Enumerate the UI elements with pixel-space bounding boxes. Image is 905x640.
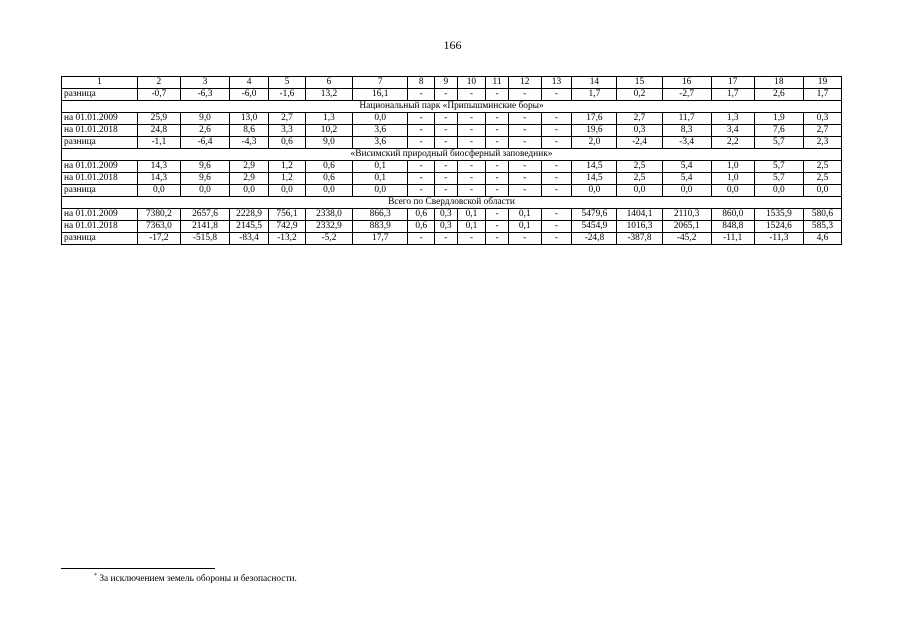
page-number: 166 bbox=[443, 38, 462, 52]
table-cell: 2,9 bbox=[230, 161, 269, 173]
table-cell: 9,0 bbox=[180, 113, 229, 125]
table-cell: - bbox=[435, 161, 458, 173]
table-cell: 0,0 bbox=[269, 185, 306, 197]
table-cell: -1,1 bbox=[137, 137, 180, 149]
table-header-row bbox=[62, 77, 842, 89]
table-cell: 0,0 bbox=[572, 185, 617, 197]
table-cell: 9,6 bbox=[180, 161, 229, 173]
table-cell: -6,4 bbox=[180, 137, 229, 149]
table-cell: - bbox=[486, 209, 509, 221]
table-cell: -17,2 bbox=[137, 233, 180, 245]
table-cell: 0,0 bbox=[803, 185, 841, 197]
table-cell: -5,2 bbox=[305, 233, 352, 245]
table-cell: 13,2 bbox=[305, 89, 352, 101]
table-cell: 1535,9 bbox=[754, 209, 803, 221]
table-row bbox=[62, 89, 842, 101]
table-cell: - bbox=[508, 113, 541, 125]
table-cell: - bbox=[408, 137, 435, 149]
table-cell: - bbox=[457, 173, 486, 185]
table-cell: - bbox=[435, 173, 458, 185]
table-cell: - bbox=[435, 233, 458, 245]
table-cell: - bbox=[486, 125, 509, 137]
table-cell: 2657,6 bbox=[180, 209, 229, 221]
section-row bbox=[62, 149, 842, 161]
table-cell: 0,0 bbox=[305, 185, 352, 197]
table-cell: 14,5 bbox=[572, 161, 617, 173]
table-cell: 0,3 bbox=[435, 209, 458, 221]
table-cell: - bbox=[486, 185, 509, 197]
column-header: 17 bbox=[711, 77, 754, 89]
table-cell: 1016,3 bbox=[617, 221, 662, 233]
column-header: 11 bbox=[486, 77, 509, 89]
column-header: 19 bbox=[803, 77, 841, 89]
table-cell: - bbox=[541, 221, 572, 233]
column-header: 10 bbox=[457, 77, 486, 89]
table-cell: 1,0 bbox=[711, 173, 754, 185]
table-cell: 2,7 bbox=[617, 113, 662, 125]
table-cell: - bbox=[508, 125, 541, 137]
table-cell: 0,0 bbox=[711, 185, 754, 197]
table-row bbox=[62, 161, 842, 173]
table-cell: 2,7 bbox=[269, 113, 306, 125]
table-cell: - bbox=[435, 113, 458, 125]
column-header: 13 bbox=[541, 77, 572, 89]
table-cell: -24,8 bbox=[572, 233, 617, 245]
table-cell: 3,4 bbox=[711, 125, 754, 137]
table-cell: -11,1 bbox=[711, 233, 754, 245]
table-cell: 1,2 bbox=[269, 173, 306, 185]
table-cell: -11,3 bbox=[754, 233, 803, 245]
section-row bbox=[62, 101, 842, 113]
table-cell: 2,9 bbox=[230, 173, 269, 185]
table-cell: -0,7 bbox=[137, 89, 180, 101]
table-cell: 0,2 bbox=[617, 89, 662, 101]
table-row bbox=[62, 113, 842, 125]
table-cell: 10,2 bbox=[305, 125, 352, 137]
table-cell: 5,4 bbox=[662, 161, 711, 173]
table-cell: 1,3 bbox=[305, 113, 352, 125]
table-cell: 2,5 bbox=[617, 173, 662, 185]
table-cell: 866,3 bbox=[353, 209, 408, 221]
table-cell: 19,6 bbox=[572, 125, 617, 137]
table-cell: - bbox=[486, 113, 509, 125]
table-cell: -4,3 bbox=[230, 137, 269, 149]
table-cell: 0,0 bbox=[230, 185, 269, 197]
table-cell: 0,0 bbox=[754, 185, 803, 197]
table-cell: - bbox=[457, 137, 486, 149]
table-cell: 2,3 bbox=[803, 137, 841, 149]
table-cell: - bbox=[486, 137, 509, 149]
table-cell: - bbox=[408, 161, 435, 173]
column-header: 12 bbox=[508, 77, 541, 89]
table-cell: - bbox=[435, 137, 458, 149]
table-cell: 7380,2 bbox=[137, 209, 180, 221]
table-cell: 580,6 bbox=[803, 209, 841, 221]
table-cell: 0,0 bbox=[662, 185, 711, 197]
table-cell: 5,7 bbox=[754, 137, 803, 149]
table-cell: 0,1 bbox=[508, 221, 541, 233]
table-cell: - bbox=[435, 89, 458, 101]
table-row bbox=[62, 209, 842, 221]
footnote-marker: * bbox=[94, 573, 97, 579]
table-cell: 0,6 bbox=[305, 173, 352, 185]
table-cell: 7,6 bbox=[754, 125, 803, 137]
table-cell: 17,6 bbox=[572, 113, 617, 125]
table-cell: 2228,9 bbox=[230, 209, 269, 221]
table-cell: - bbox=[541, 113, 572, 125]
table-cell: - bbox=[541, 185, 572, 197]
table-cell: 2,5 bbox=[803, 161, 841, 173]
table-cell: 0,1 bbox=[457, 221, 486, 233]
table-cell: 13,0 bbox=[230, 113, 269, 125]
row-label: разница bbox=[62, 137, 138, 149]
table-cell: 2,5 bbox=[803, 173, 841, 185]
table-cell: 0,0 bbox=[180, 185, 229, 197]
table-cell: - bbox=[508, 89, 541, 101]
table-cell: 2,6 bbox=[754, 89, 803, 101]
table-cell: 8,6 bbox=[230, 125, 269, 137]
table-cell: - bbox=[457, 113, 486, 125]
table-cell: 1,7 bbox=[572, 89, 617, 101]
table-cell: 0,0 bbox=[137, 185, 180, 197]
row-label: на 01.01.2018 bbox=[62, 173, 138, 185]
table-cell: - bbox=[541, 161, 572, 173]
table-cell: - bbox=[508, 137, 541, 149]
column-header: 18 bbox=[754, 77, 803, 89]
table-cell: 25,9 bbox=[137, 113, 180, 125]
section-title: «Висимский природный биосферный заповедник» bbox=[62, 149, 842, 161]
table-cell: 0,3 bbox=[617, 125, 662, 137]
table-cell: 0,0 bbox=[353, 113, 408, 125]
table-cell: 5,4 bbox=[662, 173, 711, 185]
table-cell: - bbox=[486, 233, 509, 245]
table-cell: - bbox=[408, 173, 435, 185]
row-label: разница bbox=[62, 233, 138, 245]
column-header: 6 bbox=[305, 77, 352, 89]
table-cell: - bbox=[408, 89, 435, 101]
table-cell: - bbox=[457, 233, 486, 245]
table-cell: 848,8 bbox=[711, 221, 754, 233]
table-cell: 742,9 bbox=[269, 221, 306, 233]
table-cell: - bbox=[486, 221, 509, 233]
table-cell: 3,3 bbox=[269, 125, 306, 137]
table-cell: -13,2 bbox=[269, 233, 306, 245]
table-row bbox=[62, 233, 842, 245]
table-cell: - bbox=[508, 173, 541, 185]
table-cell: -83,4 bbox=[230, 233, 269, 245]
table-cell: 24,8 bbox=[137, 125, 180, 137]
table-cell: - bbox=[486, 161, 509, 173]
table-cell: 16,1 bbox=[353, 89, 408, 101]
table-cell: - bbox=[457, 89, 486, 101]
table-cell: 9,0 bbox=[305, 137, 352, 149]
table-cell: 8,3 bbox=[662, 125, 711, 137]
column-header: 14 bbox=[572, 77, 617, 89]
table-cell: 2065,1 bbox=[662, 221, 711, 233]
table-cell: 0,0 bbox=[617, 185, 662, 197]
table-cell: 0,1 bbox=[353, 161, 408, 173]
table-cell: 2,2 bbox=[711, 137, 754, 149]
table-cell: 5,7 bbox=[754, 161, 803, 173]
table-cell: 2,5 bbox=[617, 161, 662, 173]
table-cell: 11,7 bbox=[662, 113, 711, 125]
table-cell: 3,6 bbox=[353, 125, 408, 137]
table-cell: - bbox=[508, 161, 541, 173]
table-body bbox=[62, 89, 842, 245]
table-cell: 1,7 bbox=[711, 89, 754, 101]
table-cell: 2338,0 bbox=[305, 209, 352, 221]
table-cell: 756,1 bbox=[269, 209, 306, 221]
table-row bbox=[62, 125, 842, 137]
table-cell: 14,3 bbox=[137, 173, 180, 185]
column-header: 8 bbox=[408, 77, 435, 89]
column-header: 16 bbox=[662, 77, 711, 89]
table-cell: - bbox=[486, 173, 509, 185]
table-cell: 0,1 bbox=[353, 173, 408, 185]
table-cell: - bbox=[408, 185, 435, 197]
row-label: разница bbox=[62, 185, 138, 197]
table-cell: - bbox=[457, 125, 486, 137]
table-cell: 0,3 bbox=[803, 113, 841, 125]
table-cell: 1524,6 bbox=[754, 221, 803, 233]
table-cell: 1,2 bbox=[269, 161, 306, 173]
table-cell: 1,3 bbox=[711, 113, 754, 125]
table-cell: -3,4 bbox=[662, 137, 711, 149]
table-cell: -6,0 bbox=[230, 89, 269, 101]
land-fund-table bbox=[61, 76, 842, 245]
table-cell: 0,6 bbox=[408, 209, 435, 221]
table-row bbox=[62, 221, 842, 233]
table-cell: -45,2 bbox=[662, 233, 711, 245]
column-header: 9 bbox=[435, 77, 458, 89]
table-cell: - bbox=[408, 113, 435, 125]
footnote bbox=[94, 573, 297, 584]
table-cell: 2145,5 bbox=[230, 221, 269, 233]
table-cell: - bbox=[508, 185, 541, 197]
table-cell: 0,1 bbox=[508, 209, 541, 221]
table-cell: -2,7 bbox=[662, 89, 711, 101]
table-cell: - bbox=[541, 137, 572, 149]
column-header: 15 bbox=[617, 77, 662, 89]
table-cell: - bbox=[508, 233, 541, 245]
table-cell: 2141,8 bbox=[180, 221, 229, 233]
table-cell: 860,0 bbox=[711, 209, 754, 221]
table-cell: - bbox=[541, 233, 572, 245]
table-cell: 17,7 bbox=[353, 233, 408, 245]
table-cell: -6,3 bbox=[180, 89, 229, 101]
table-row bbox=[62, 137, 842, 149]
table-cell: 0,3 bbox=[435, 221, 458, 233]
table-cell: - bbox=[408, 125, 435, 137]
column-header: 5 bbox=[269, 77, 306, 89]
table-cell: 14,3 bbox=[137, 161, 180, 173]
table-cell: 2,7 bbox=[803, 125, 841, 137]
table-cell: 0,6 bbox=[408, 221, 435, 233]
section-row bbox=[62, 197, 842, 209]
table-cell: 14,5 bbox=[572, 173, 617, 185]
table-cell: - bbox=[486, 89, 509, 101]
table-cell: 2110,3 bbox=[662, 209, 711, 221]
table-cell: 1404,1 bbox=[617, 209, 662, 221]
table-row bbox=[62, 185, 842, 197]
column-header: 4 bbox=[230, 77, 269, 89]
table-cell: 2,6 bbox=[180, 125, 229, 137]
footnote-divider bbox=[61, 568, 215, 569]
table-cell: - bbox=[435, 185, 458, 197]
column-header: 1 bbox=[62, 77, 138, 89]
column-header: 2 bbox=[137, 77, 180, 89]
table-cell: 7363,0 bbox=[137, 221, 180, 233]
table-cell: - bbox=[541, 173, 572, 185]
table-cell: -515,8 bbox=[180, 233, 229, 245]
section-title: Всего по Свердловской области bbox=[62, 197, 842, 209]
table-cell: 5454,9 bbox=[572, 221, 617, 233]
table-cell: - bbox=[541, 125, 572, 137]
table-cell: 0,1 bbox=[457, 209, 486, 221]
table-cell: - bbox=[541, 209, 572, 221]
table-cell: -387,8 bbox=[617, 233, 662, 245]
table-cell: - bbox=[457, 161, 486, 173]
table-cell: 4,6 bbox=[803, 233, 841, 245]
table-row bbox=[62, 173, 842, 185]
row-label: на 01.01.2018 bbox=[62, 221, 138, 233]
table-cell: - bbox=[541, 89, 572, 101]
row-label: на 01.01.2009 bbox=[62, 161, 138, 173]
row-label: на 01.01.2009 bbox=[62, 113, 138, 125]
table-cell: 1,7 bbox=[803, 89, 841, 101]
table-cell: 1,9 bbox=[754, 113, 803, 125]
table-cell: 0,0 bbox=[353, 185, 408, 197]
column-header: 3 bbox=[180, 77, 229, 89]
table-cell: - bbox=[408, 233, 435, 245]
table-cell: -1,6 bbox=[269, 89, 306, 101]
table-cell: 883,9 bbox=[353, 221, 408, 233]
table-cell: 0,6 bbox=[269, 137, 306, 149]
table-cell: 5,7 bbox=[754, 173, 803, 185]
footnote-text: За исключением земель обороны и безопасности. bbox=[97, 574, 297, 584]
column-header: 7 bbox=[353, 77, 408, 89]
row-label: на 01.01.2018 bbox=[62, 125, 138, 137]
table-cell: 2,0 bbox=[572, 137, 617, 149]
row-label: разница bbox=[62, 89, 138, 101]
table-cell: 2332,9 bbox=[305, 221, 352, 233]
table-cell: 5479,6 bbox=[572, 209, 617, 221]
table-cell: 585,3 bbox=[803, 221, 841, 233]
table-cell: - bbox=[457, 185, 486, 197]
table-cell: 0,6 bbox=[305, 161, 352, 173]
table-cell: 9,6 bbox=[180, 173, 229, 185]
table-cell: 1,0 bbox=[711, 161, 754, 173]
table-cell: 3,6 bbox=[353, 137, 408, 149]
section-title: Национальный парк «Припышминские боры» bbox=[62, 101, 842, 113]
table-cell: - bbox=[435, 125, 458, 137]
table-cell: -2,4 bbox=[617, 137, 662, 149]
row-label: на 01.01.2009 bbox=[62, 209, 138, 221]
